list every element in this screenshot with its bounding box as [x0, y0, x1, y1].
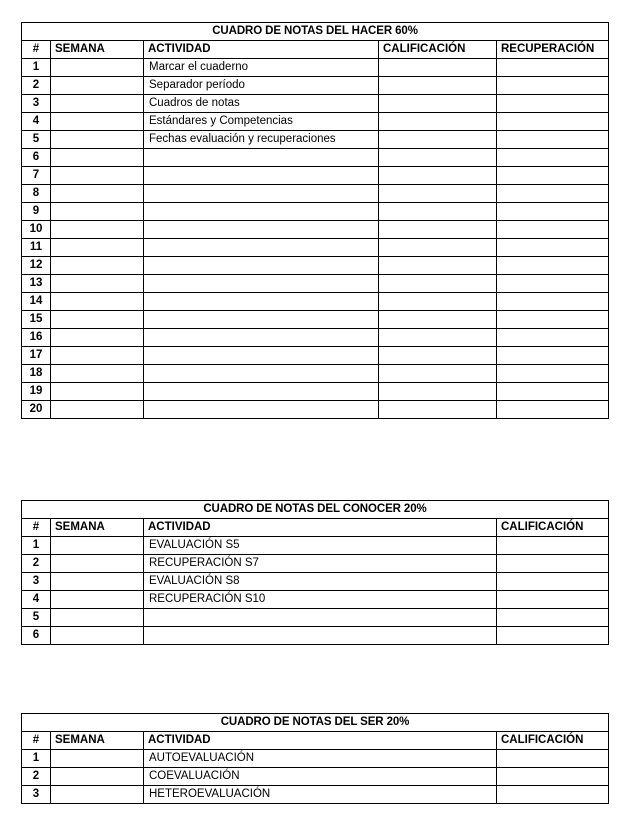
cell-actividad[interactable]: Cuadros de notas [144, 95, 379, 113]
cell-calificacion[interactable] [379, 383, 497, 401]
table-row [22, 95, 609, 113]
cell-actividad[interactable]: HETEROEVALUACIÓN [144, 786, 497, 804]
cell-calificacion[interactable] [497, 573, 609, 591]
cell-calificacion[interactable] [379, 293, 497, 311]
table-title-conocer: CUADRO DE NOTAS DEL CONOCER 20% [22, 501, 609, 519]
row-number: 1 [22, 750, 51, 768]
cell-actividad[interactable]: RECUPERACIÓN S10 [144, 591, 497, 609]
cell-recuperacion[interactable] [497, 167, 609, 185]
cell-semana[interactable] [51, 768, 144, 786]
table-row [22, 113, 609, 131]
cell-actividad[interactable] [144, 609, 497, 627]
table-row [22, 750, 609, 768]
cell-actividad[interactable]: AUTOEVALUACIÓN [144, 750, 497, 768]
cell-semana[interactable] [51, 131, 144, 149]
table-header-row [22, 732, 609, 750]
cell-semana[interactable] [51, 383, 144, 401]
grades-table-hacer [21, 22, 609, 419]
row-number: 5 [22, 131, 51, 149]
table-title-ser: CUADRO DE NOTAS DEL SER 20% [22, 714, 609, 732]
column-header-actividad: ACTIVIDAD [144, 519, 497, 537]
column-header-semana: SEMANA [51, 519, 144, 537]
cell-calificacion[interactable] [497, 537, 609, 555]
cell-actividad[interactable]: COEVALUACIÓN [144, 768, 497, 786]
table-row [22, 573, 609, 591]
row-number: 3 [22, 95, 51, 113]
cell-actividad[interactable] [144, 149, 379, 167]
table-row [22, 329, 609, 347]
cell-semana[interactable] [51, 786, 144, 804]
table-row [22, 77, 609, 95]
cell-semana[interactable] [51, 537, 144, 555]
cell-semana[interactable] [51, 275, 144, 293]
table-row [22, 627, 609, 645]
cell-actividad[interactable]: Marcar el cuaderno [144, 59, 379, 77]
cell-actividad[interactable] [144, 239, 379, 257]
row-number: 2 [22, 768, 51, 786]
row-number: 15 [22, 311, 51, 329]
cell-actividad[interactable] [144, 203, 379, 221]
cell-semana[interactable] [51, 95, 144, 113]
cell-calificacion[interactable] [379, 239, 497, 257]
table-row [22, 59, 609, 77]
row-number: 6 [22, 627, 51, 645]
table-row [22, 401, 609, 419]
table-title-row [22, 714, 609, 732]
cell-semana[interactable] [51, 750, 144, 768]
row-number: 8 [22, 185, 51, 203]
column-header-num: # [22, 732, 51, 750]
row-number: 3 [22, 573, 51, 591]
row-number: 13 [22, 275, 51, 293]
table-row [22, 131, 609, 149]
grades-table-ser [21, 713, 609, 804]
cell-recuperacion[interactable] [497, 347, 609, 365]
row-number: 9 [22, 203, 51, 221]
cell-calificacion[interactable] [379, 95, 497, 113]
cell-calificacion[interactable] [379, 257, 497, 275]
cell-recuperacion[interactable] [497, 203, 609, 221]
cell-calificacion[interactable] [379, 221, 497, 239]
cell-actividad[interactable] [144, 627, 497, 645]
cell-semana[interactable] [51, 59, 144, 77]
cell-actividad[interactable]: EVALUACIÓN S8 [144, 573, 497, 591]
cell-semana[interactable] [51, 401, 144, 419]
cell-calificacion[interactable] [497, 750, 609, 768]
row-number: 2 [22, 555, 51, 573]
table-row [22, 555, 609, 573]
table-title-hacer: CUADRO DE NOTAS DEL HACER 60% [22, 23, 609, 41]
row-number: 20 [22, 401, 51, 419]
row-number: 4 [22, 591, 51, 609]
table-header-row [22, 519, 609, 537]
row-number: 17 [22, 347, 51, 365]
cell-actividad[interactable] [144, 401, 379, 419]
cell-semana[interactable] [51, 365, 144, 383]
cell-semana[interactable] [51, 167, 144, 185]
cell-semana[interactable] [51, 113, 144, 131]
cell-actividad[interactable] [144, 329, 379, 347]
cell-semana[interactable] [51, 221, 144, 239]
cell-calificacion[interactable] [379, 131, 497, 149]
table-row [22, 221, 609, 239]
cell-calificacion[interactable] [497, 627, 609, 645]
cell-actividad[interactable] [144, 365, 379, 383]
cell-calificacion[interactable] [379, 113, 497, 131]
cell-calificacion[interactable] [497, 591, 609, 609]
cell-recuperacion[interactable] [497, 59, 609, 77]
cell-recuperacion[interactable] [497, 329, 609, 347]
cell-actividad[interactable] [144, 311, 379, 329]
cell-semana[interactable] [51, 203, 144, 221]
table-row [22, 537, 609, 555]
cell-semana[interactable] [51, 329, 144, 347]
column-header-num: # [22, 519, 51, 537]
table-title-row [22, 23, 609, 41]
cell-calificacion[interactable] [379, 347, 497, 365]
table-row [22, 365, 609, 383]
cell-actividad[interactable]: Estándares y Competencias [144, 113, 379, 131]
cell-recuperacion[interactable] [497, 185, 609, 203]
row-number: 19 [22, 383, 51, 401]
cell-actividad[interactable]: Separador período [144, 77, 379, 95]
row-number: 6 [22, 149, 51, 167]
row-number: 2 [22, 77, 51, 95]
cell-semana[interactable] [51, 77, 144, 95]
cell-recuperacion[interactable] [497, 131, 609, 149]
cell-calificacion[interactable] [379, 149, 497, 167]
table-header-row [22, 41, 609, 59]
cell-calificacion[interactable] [379, 167, 497, 185]
column-header-actividad: ACTIVIDAD [144, 41, 379, 59]
cell-semana[interactable] [51, 573, 144, 591]
table-row [22, 149, 609, 167]
column-header-calificacion: CALIFICACIÓN [379, 41, 497, 59]
column-header-actividad: ACTIVIDAD [144, 732, 497, 750]
row-number: 7 [22, 167, 51, 185]
table-row [22, 311, 609, 329]
table-row [22, 383, 609, 401]
table-row [22, 293, 609, 311]
cell-semana[interactable] [51, 293, 144, 311]
table-row [22, 347, 609, 365]
cell-semana[interactable] [51, 347, 144, 365]
cell-calificacion[interactable] [379, 401, 497, 419]
column-header-num: # [22, 41, 51, 59]
cell-recuperacion[interactable] [497, 95, 609, 113]
row-number: 1 [22, 537, 51, 555]
cell-actividad[interactable] [144, 347, 379, 365]
table-row [22, 203, 609, 221]
cell-recuperacion[interactable] [497, 239, 609, 257]
cell-calificacion[interactable] [379, 365, 497, 383]
table-row [22, 768, 609, 786]
column-header-semana: SEMANA [51, 41, 144, 59]
column-header-calificacion: CALIFICACIÓN [497, 519, 609, 537]
cell-calificacion[interactable] [379, 185, 497, 203]
cell-semana[interactable] [51, 311, 144, 329]
row-number: 11 [22, 239, 51, 257]
table-row [22, 275, 609, 293]
cell-calificacion[interactable] [379, 77, 497, 95]
cell-semana[interactable] [51, 591, 144, 609]
cell-actividad[interactable] [144, 221, 379, 239]
cell-recuperacion[interactable] [497, 365, 609, 383]
column-header-calificacion: CALIFICACIÓN [497, 732, 609, 750]
cell-semana[interactable] [51, 609, 144, 627]
row-number: 5 [22, 609, 51, 627]
cell-calificacion[interactable] [497, 768, 609, 786]
cell-calificacion[interactable] [379, 311, 497, 329]
row-number: 10 [22, 221, 51, 239]
cell-calificacion[interactable] [379, 203, 497, 221]
cell-actividad[interactable] [144, 257, 379, 275]
cell-calificacion[interactable] [497, 555, 609, 573]
table-title-row [22, 501, 609, 519]
row-number: 1 [22, 59, 51, 77]
table-row [22, 591, 609, 609]
cell-semana[interactable] [51, 239, 144, 257]
cell-actividad[interactable] [144, 383, 379, 401]
row-number: 14 [22, 293, 51, 311]
table-row [22, 167, 609, 185]
cell-recuperacion[interactable] [497, 221, 609, 239]
table-row [22, 185, 609, 203]
row-number: 18 [22, 365, 51, 383]
cell-actividad[interactable] [144, 293, 379, 311]
cell-actividad[interactable] [144, 167, 379, 185]
cell-actividad[interactable]: RECUPERACIÓN S7 [144, 555, 497, 573]
cell-recuperacion[interactable] [497, 77, 609, 95]
cell-semana[interactable] [51, 627, 144, 645]
cell-actividad[interactable]: Fechas evaluación y recuperaciones [144, 131, 379, 149]
cell-calificacion[interactable] [497, 609, 609, 627]
row-number: 4 [22, 113, 51, 131]
table-row [22, 786, 609, 804]
row-number: 3 [22, 786, 51, 804]
cell-calificacion[interactable] [379, 329, 497, 347]
cell-recuperacion[interactable] [497, 293, 609, 311]
table-row [22, 239, 609, 257]
cell-calificacion[interactable] [497, 786, 609, 804]
cell-calificacion[interactable] [379, 275, 497, 293]
cell-semana[interactable] [51, 149, 144, 167]
cell-actividad[interactable] [144, 275, 379, 293]
column-header-semana: SEMANA [51, 732, 144, 750]
cell-recuperacion[interactable] [497, 401, 609, 419]
row-number: 12 [22, 257, 51, 275]
cell-recuperacion[interactable] [497, 311, 609, 329]
cell-semana[interactable] [51, 185, 144, 203]
row-number: 16 [22, 329, 51, 347]
cell-actividad[interactable] [144, 185, 379, 203]
cell-semana[interactable] [51, 257, 144, 275]
column-header-recuperacion: RECUPERACIÓN [497, 41, 609, 59]
cell-recuperacion[interactable] [497, 113, 609, 131]
cell-recuperacion[interactable] [497, 257, 609, 275]
table-row [22, 257, 609, 275]
cell-recuperacion[interactable] [497, 383, 609, 401]
cell-recuperacion[interactable] [497, 149, 609, 167]
cell-actividad[interactable]: EVALUACIÓN S5 [144, 537, 497, 555]
cell-recuperacion[interactable] [497, 275, 609, 293]
cell-calificacion[interactable] [379, 59, 497, 77]
cell-semana[interactable] [51, 555, 144, 573]
grades-table-conocer [21, 500, 609, 645]
table-row [22, 609, 609, 627]
